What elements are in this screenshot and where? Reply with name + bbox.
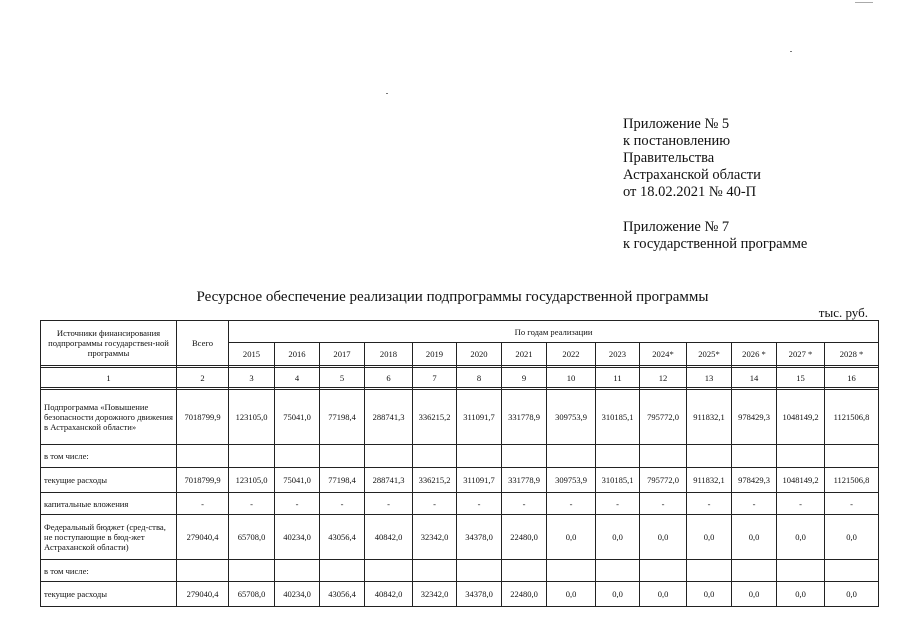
column-number: 3 (229, 368, 275, 388)
row-value: - (502, 493, 547, 515)
row-value (457, 560, 502, 582)
row-value (365, 560, 413, 582)
annex-block-program (623, 219, 807, 253)
row-value: - (365, 493, 413, 515)
row-value (825, 560, 879, 582)
column-number: 11 (596, 368, 640, 388)
header-line: к государственной программе (623, 236, 808, 252)
year-cell: 2024* (640, 343, 687, 366)
row-value: 75041,0 (275, 390, 320, 445)
row-total (177, 445, 229, 468)
header-line: Приложение № 5 (623, 116, 730, 132)
row-value (640, 560, 687, 582)
row-value (547, 560, 596, 582)
row-value: 0,0 (596, 582, 640, 607)
row-value: - (825, 493, 879, 515)
row-value: 310185,1 (596, 390, 640, 445)
row-value (413, 445, 457, 468)
row-value: 123105,0 (229, 468, 275, 493)
column-number: 2 (177, 368, 229, 388)
year-cell: 2025* (687, 343, 732, 366)
row-value: - (777, 493, 825, 515)
row-value: 978429,3 (732, 390, 777, 445)
row-value: 0,0 (732, 582, 777, 607)
row-value: - (413, 493, 457, 515)
header-years-group: По годам реализации (229, 321, 879, 343)
header-gap (623, 201, 807, 219)
table-row (41, 390, 879, 445)
row-value: 34378,0 (457, 515, 502, 560)
year-cell: 2021 (502, 343, 547, 366)
row-value: 795772,0 (640, 468, 687, 493)
row-value (229, 560, 275, 582)
row-value: 336215,2 (413, 390, 457, 445)
header-line: Правительства (623, 150, 715, 166)
column-number-row (41, 368, 879, 388)
row-value: 0,0 (777, 582, 825, 607)
header-source: Источники финансирования подпрограммы государствен-ной программы (41, 321, 177, 366)
row-label: Федеральный бюджет (сред-ства, не поступающие в бюд-жет Астраханской области) (41, 515, 177, 560)
row-value: 77198,4 (320, 390, 365, 445)
row-value: 309753,9 (547, 468, 596, 493)
column-number: 9 (502, 368, 547, 388)
year-cell: 2023 (596, 343, 640, 366)
row-value: 40842,0 (365, 515, 413, 560)
row-value: 40234,0 (275, 582, 320, 607)
year-cell: 2015 (229, 343, 275, 366)
row-value: 43056,4 (320, 515, 365, 560)
column-number: 16 (825, 368, 879, 388)
column-number: 7 (413, 368, 457, 388)
row-value: 0,0 (777, 515, 825, 560)
row-value (596, 560, 640, 582)
row-value: - (640, 493, 687, 515)
row-value (596, 445, 640, 468)
column-number: 13 (687, 368, 732, 388)
row-total: 7018799,9 (177, 468, 229, 493)
row-value: 0,0 (732, 515, 777, 560)
row-value: 32342,0 (413, 582, 457, 607)
row-total: 279040,4 (177, 582, 229, 607)
row-value: 0,0 (687, 582, 732, 607)
row-total (177, 560, 229, 582)
column-number: 5 (320, 368, 365, 388)
header-total: Всего (177, 321, 229, 366)
column-number: 6 (365, 368, 413, 388)
row-value: 22480,0 (502, 582, 547, 607)
year-cell: 2017 (320, 343, 365, 366)
row-value: 22480,0 (502, 515, 547, 560)
table-row (41, 468, 879, 493)
row-value: 331778,9 (502, 390, 547, 445)
row-value (457, 445, 502, 468)
row-value: 336215,2 (413, 468, 457, 493)
row-value: 309753,9 (547, 390, 596, 445)
row-value: 34378,0 (457, 582, 502, 607)
table-row (41, 582, 879, 607)
header-line: Астраханской области (623, 167, 761, 183)
table-row (41, 445, 879, 468)
row-value (825, 445, 879, 468)
row-value (320, 445, 365, 468)
row-value: 288741,3 (365, 390, 413, 445)
row-value: 331778,9 (502, 468, 547, 493)
row-value: 0,0 (825, 582, 879, 607)
row-value (640, 445, 687, 468)
row-value: 311091,7 (457, 468, 502, 493)
annex-block-resolution (623, 116, 807, 201)
row-value: - (229, 493, 275, 515)
row-value (502, 560, 547, 582)
row-value: 32342,0 (413, 515, 457, 560)
year-cell: 2022 (547, 343, 596, 366)
row-label: текущие расходы (41, 582, 177, 607)
row-value: 75041,0 (275, 468, 320, 493)
row-total: 7018799,9 (177, 390, 229, 445)
header-line: Приложение № 7 (623, 219, 730, 235)
row-value: 123105,0 (229, 390, 275, 445)
row-value: 65708,0 (229, 515, 275, 560)
row-value (320, 560, 365, 582)
row-value: 40842,0 (365, 582, 413, 607)
year-cell: 2026 * (732, 343, 777, 366)
row-value: - (596, 493, 640, 515)
scan-speck (386, 93, 388, 94)
row-value: 0,0 (640, 515, 687, 560)
row-value: 0,0 (687, 515, 732, 560)
row-value: - (275, 493, 320, 515)
row-value (687, 560, 732, 582)
row-value: 911832,1 (687, 468, 732, 493)
row-value: 0,0 (640, 582, 687, 607)
row-value (275, 560, 320, 582)
column-number: 8 (457, 368, 502, 388)
row-label: капитальные вложения (41, 493, 177, 515)
row-value: 310185,1 (596, 468, 640, 493)
row-value: - (457, 493, 502, 515)
table-row (41, 560, 879, 582)
row-value (547, 445, 596, 468)
annex-header (623, 116, 807, 253)
row-label: Подпрограмма «Повышение безопасности дорожного движения в Астраханской области» (41, 390, 177, 445)
year-cell: 2027 * (777, 343, 825, 366)
year-cell: 2028 * (825, 343, 879, 366)
row-value: 288741,3 (365, 468, 413, 493)
row-value (413, 560, 457, 582)
table-header-row (41, 321, 879, 343)
column-number: 10 (547, 368, 596, 388)
row-value: 311091,7 (457, 390, 502, 445)
row-value: - (687, 493, 732, 515)
row-value: 1121506,8 (825, 468, 879, 493)
year-cell: 2016 (275, 343, 320, 366)
year-cell: 2018 (365, 343, 413, 366)
document-title: Ресурсное обеспечение реализации подпрограммы государственной программы (196, 289, 709, 305)
column-number: 4 (275, 368, 320, 388)
row-label: в том числе: (41, 560, 177, 582)
scan-speck (855, 2, 873, 3)
row-value: - (320, 493, 365, 515)
row-value: - (732, 493, 777, 515)
row-value: 40234,0 (275, 515, 320, 560)
row-value: 1048149,2 (777, 468, 825, 493)
row-value: 795772,0 (640, 390, 687, 445)
row-value (229, 445, 275, 468)
row-value: 0,0 (596, 515, 640, 560)
scan-speck (790, 51, 792, 52)
row-total: 279040,4 (177, 515, 229, 560)
row-value: 65708,0 (229, 582, 275, 607)
row-value: 911832,1 (687, 390, 732, 445)
row-value (502, 445, 547, 468)
row-total: - (177, 493, 229, 515)
column-number: 14 (732, 368, 777, 388)
row-value: 77198,4 (320, 468, 365, 493)
column-number: 15 (777, 368, 825, 388)
row-value: 1121506,8 (825, 390, 879, 445)
row-value: 978429,3 (732, 468, 777, 493)
row-value: - (547, 493, 596, 515)
column-number: 12 (640, 368, 687, 388)
row-label: текущие расходы (41, 468, 177, 493)
row-value: 0,0 (825, 515, 879, 560)
row-value (777, 445, 825, 468)
row-value (732, 445, 777, 468)
row-value: 0,0 (547, 582, 596, 607)
row-value: 1048149,2 (777, 390, 825, 445)
resource-table (40, 320, 879, 607)
table-row (41, 493, 879, 515)
row-value: 43056,4 (320, 582, 365, 607)
row-value (687, 445, 732, 468)
row-value (365, 445, 413, 468)
year-cell: 2020 (457, 343, 502, 366)
row-value (777, 560, 825, 582)
row-value: 0,0 (547, 515, 596, 560)
row-value (732, 560, 777, 582)
units-label: тыс. руб. (818, 305, 868, 320)
header-line: от 18.02.2021 № 40-П (623, 184, 757, 200)
year-cell: 2019 (413, 343, 457, 366)
table-row (41, 515, 879, 560)
row-label: в том числе: (41, 445, 177, 468)
column-number: 1 (41, 368, 177, 388)
header-line: к постановлению (623, 133, 731, 149)
row-value (275, 445, 320, 468)
